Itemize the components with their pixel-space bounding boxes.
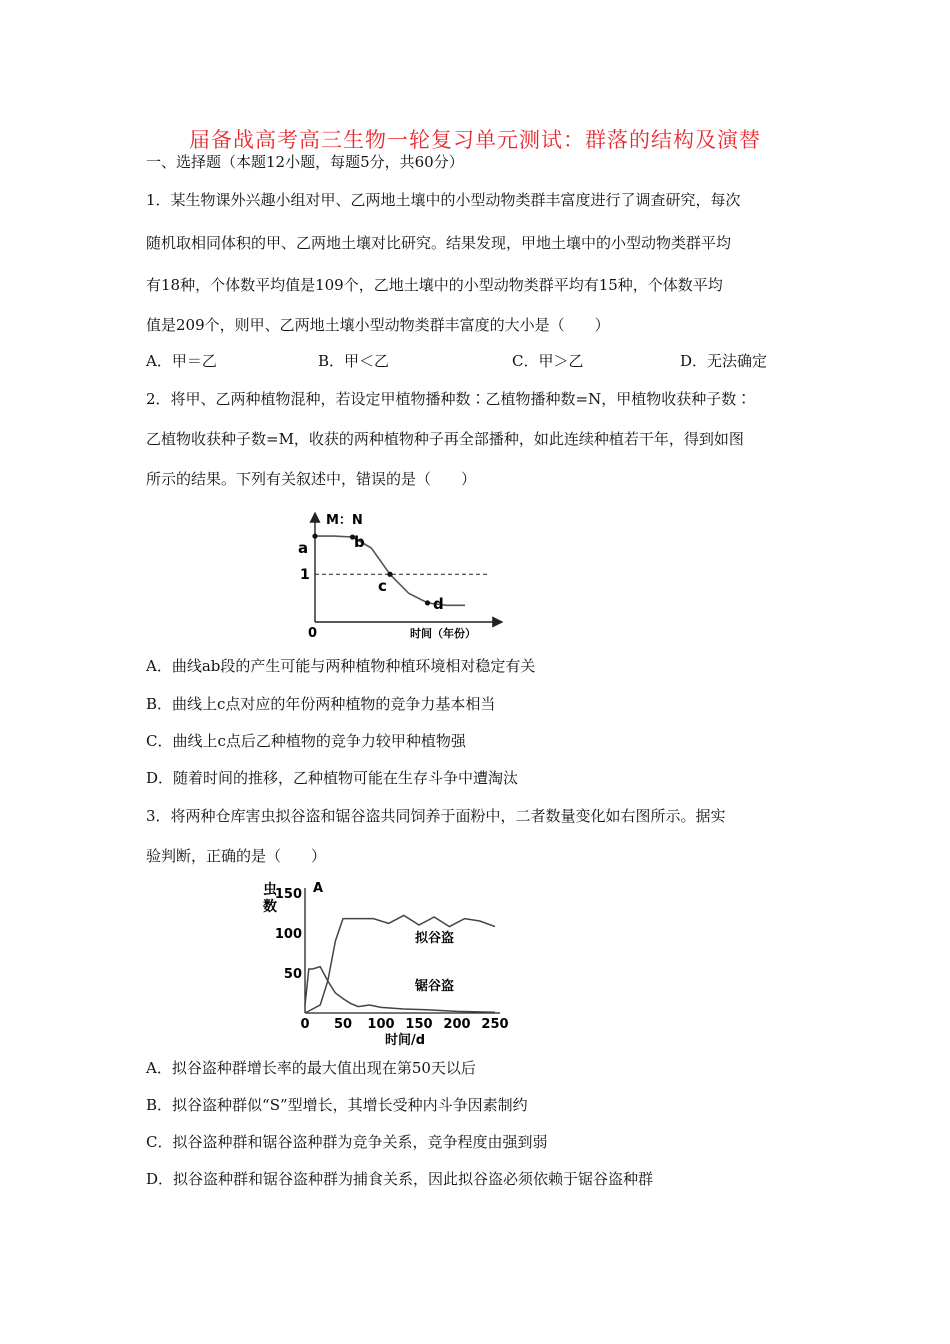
page-title: 届备战高考高三生物一轮复习单元测试：群落的结构及演替 [189,128,761,152]
tick-label-a: a [298,539,309,557]
x-tick-label: 100 [367,1017,395,1032]
x-tick-label: 50 [333,1017,353,1032]
point-d [425,600,430,605]
option-c: C．拟谷盗种群和锯谷盗种群为竞争关系，竞争程度由强到弱 [146,1133,548,1151]
question-text-line: 2．将甲、乙两种植物混种，若设定甲植物播种数∶乙植物播种数=N，甲植物收获种子数∶ [146,390,752,408]
option-d: D．随着时间的推移，乙种植物可能在生存斗争中遭淘汰 [146,769,519,787]
point-label-c: c [378,577,387,595]
option-b: B．曲线上c点对应的年份两种植物的竞争力基本相当 [146,695,496,713]
option-d: D．拟谷盗种群和锯谷盗种群为捕食关系，因此拟谷盗必须依赖于锯谷盗种群 [146,1170,654,1188]
option-a: A．曲线ab段的产生可能与两种植物种植环境相对稳定有关 [146,657,536,675]
y-tick-label: 150 [274,887,302,902]
y-axis-label: M：N [326,513,363,528]
x-tick-label: 200 [443,1017,471,1032]
section-heading: 一、选择题（本题12小题，每题5分，共60分） [146,153,464,171]
x-axis-label: 时间/d [385,1033,426,1048]
point-a [312,533,317,538]
question-text-line: 验判断，正确的是（ ） [146,847,327,865]
y-axis-label-1: 虫 [263,882,277,898]
x-tick-label: 0 [300,1017,310,1032]
option-b: B．甲＜乙 [318,352,390,370]
point-c [387,572,392,577]
mn-ratio-chart [290,505,510,645]
origin-label: 0 [308,626,318,641]
option-b: B．拟谷盗种群似“S”型增长，其增长受种内斗争因素制约 [146,1096,528,1114]
series-label-jugudao: 锯谷盗 [415,979,455,994]
question-text-line: 1．某生物课外兴趣小组对甲、乙两地土壤中的小型动物类群丰富度进行了调查研究，每次 [146,191,741,209]
x-tick-label: 250 [481,1017,509,1032]
option-a: A．拟谷盗种群增长率的最大值出现在第50天以后 [146,1059,476,1077]
option-c: C．甲＞乙 [512,352,584,370]
series-line-nigudao [305,915,495,1013]
point-label-b: b [354,533,365,551]
panel-label: A [313,881,324,896]
question-text-line: 随机取相同体积的甲、乙两地土壤对比研究。结果发现，甲地土壤中的小型动物类群平均 [146,234,732,252]
option-c: C．曲线上c点后乙种植物的竞争力较甲种植物强 [146,732,466,750]
series-line-jugudao [305,967,495,1013]
y-axis-label-2: 数 [263,899,277,915]
question-text-line: 乙植物收获种子数=M，收获的两种植物种子再全部播种，如此连续种植若干年，得到如图 [146,430,744,448]
question-text-line: 3．将两种仓库害虫拟谷盗和锯谷盗共同饲养于面粉中，二者数量变化如右图所示。据实 [146,807,726,825]
x-tick-label: 150 [405,1017,433,1032]
beetle-population-chart [255,878,515,1048]
option-a: A．甲＝乙 [146,352,217,370]
point-label-d: d [433,595,444,613]
option-d: D．无法确定 [680,352,768,370]
question-text-line: 所示的结果。下列有关叙述中，错误的是（ ） [146,470,477,488]
question-text-line: 值是209个，则甲、乙两地土壤小型动物类群丰富度的大小是（ ） [146,316,610,334]
y-tick-label: 100 [274,927,302,942]
y-tick-label: 50 [283,967,302,982]
x-axis-label: 时间（年份） [410,627,476,640]
series-label-nigudao: 拟谷盗 [415,931,455,946]
question-text-line: 有18种，个体数平均值是109个，乙地土壤中的小型动物类群平均有15种，个体数平均 [146,276,723,294]
tick-label-1: 1 [300,567,310,583]
